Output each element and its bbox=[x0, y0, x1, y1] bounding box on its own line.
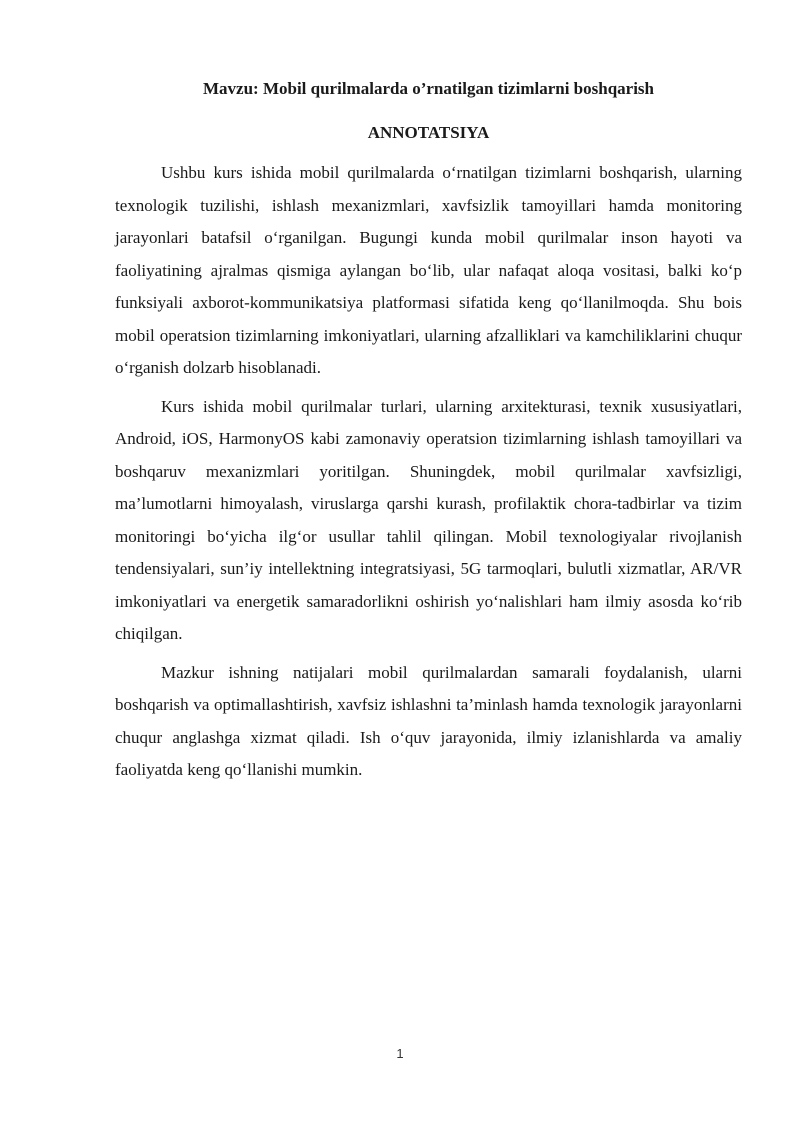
paragraph-1: Ushbu kurs ishida mobil qurilmalarda o‘rnatilgan tizimlarni boshqarish, ularning texnologik tuzilishi, ishlash mexanizmlari, xavfsizlik tamoyillari hamda monitoring jarayonlari batafsil o‘rganilgan. Bugungi kunda mobil qurilmalar inson hayoti va faoliyatining ajralmas qismiga aylangan bo‘lib, ular nafaqat aloqa vositasi, balki ko‘p funksiyali axborot-kommunikatsiya platformasi sifatida keng qo‘llanilmoqda. Shu bois mobil operatsion tizimlarning imkoniyatlari, ularning afzalliklari va kamchiliklarini chuqur o‘rganish dolzarb hisoblanadi. bbox=[115, 163, 742, 377]
paragraph-3: Mazkur ishning natijalari mobil qurilmalardan samarali foydalanish, ularni boshqarish va optimallashtirish, xavfsiz ishlashni ta’minlash hamda texnologik jarayonlarni chuqur anglashga xizmat qiladi. Ish o‘quv jarayonida, ilmiy izlanishlarda va amaliy faoliyatda keng qo‘llanishi mumkin. bbox=[115, 662, 742, 779]
page-number: 1 bbox=[396, 1046, 404, 1061]
document-page bbox=[115, 72, 742, 793]
section-heading: ANNOTATSIYA bbox=[367, 123, 490, 142]
paragraph-2: Kurs ishida mobil qurilmalar turlari, ularning arxitekturasi, texnik xususiyatlari, Android, iOS, HarmonyOS kabi zamonaviy operatsion tizimlarning ishlash tamoyillari va boshqaruv mexanizmlari yoritilgan. Shuningdek, mobil qurilmalar xavfsizligi, ma’lumotlarni himoyalash, viruslarga qarshi kurash, profilaktik chora-tadbirlar va tizim monitoringi bo‘yicha ilg‘or usullar tahlil qilingan. Mobil texnologiyalar rivojlanish tendensiyalari, sun’iy intellektning integratsiyasi, 5G tarmoqlari, bulutli xizmatlar, AR/VR imkoniyatlari va energetik samaradorlikni oshirish yo‘nalishlari ham ilmiy asosda ko‘rib chiqilgan. bbox=[115, 396, 742, 643]
annotation-body bbox=[115, 157, 742, 787]
document-title: Mavzu: Mobil qurilmalarda o’rnatilgan tizimlarni boshqarish bbox=[203, 79, 654, 98]
